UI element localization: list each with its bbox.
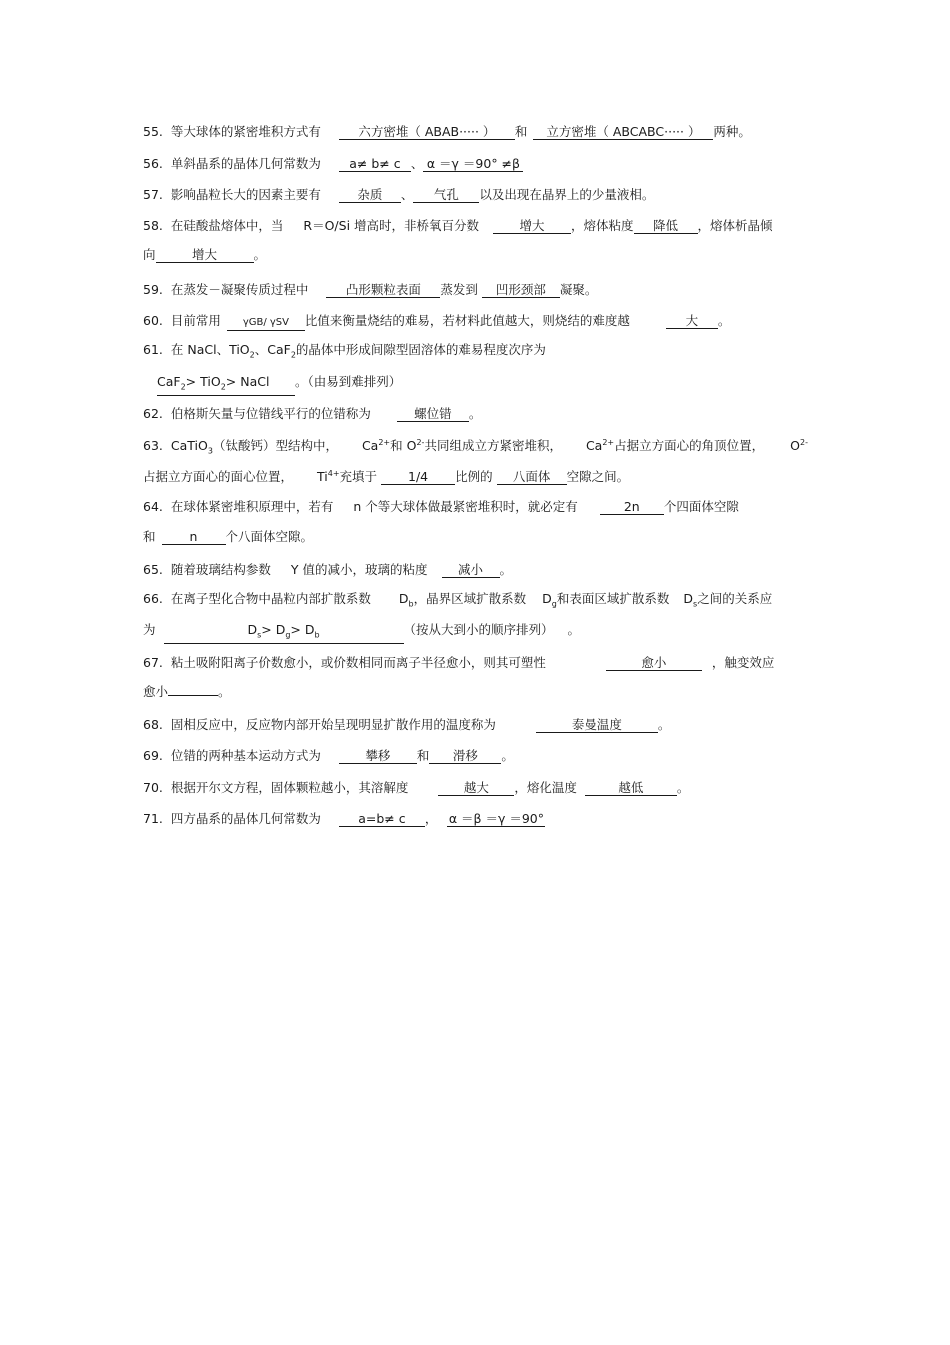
- question-text: 比值来衡量烧结的难易，若材料此值越大，则烧结的难度越: [304, 313, 630, 328]
- question-text: ，熔化温度: [514, 780, 577, 795]
- question-text: ，: [424, 811, 438, 826]
- question-text: 两种。: [713, 124, 751, 139]
- question-number: 58.: [143, 218, 163, 233]
- answer-blank: γGB/ γSV: [227, 315, 305, 331]
- question-text: 向: [143, 247, 156, 262]
- question-text: Ca: [585, 438, 603, 454]
- question-text: 单斜晶系的晶体几何常数为: [170, 156, 321, 171]
- question-text: 占据立方面心的角顶位置，: [614, 438, 765, 454]
- answer-blank: 增大: [156, 247, 254, 263]
- subscript: g: [285, 630, 291, 640]
- question-text: 和: [143, 529, 156, 544]
- question-text: 位错的两种基本运动方式为: [170, 748, 321, 763]
- question-58-cont: [143, 247, 266, 263]
- question-text: D: [542, 591, 552, 606]
- question-text: 在蒸发－凝聚传质过程中: [170, 282, 309, 297]
- answer-part: > TiO: [185, 374, 221, 389]
- question-text: 随着玻璃结构参数: [170, 562, 271, 577]
- question-text: 蒸发到: [440, 282, 478, 297]
- question-text: 粘土吸附阳离子价数愈小，或价数相同而离子半径愈小，则其可塑性: [170, 655, 546, 670]
- answer-blank: a≠ b≠ c: [339, 156, 411, 172]
- question-text: 四方晶系的晶体几何常数为: [170, 811, 321, 826]
- superscript: 2-: [416, 438, 425, 447]
- question-number: 55.: [143, 124, 163, 139]
- question-number: 56.: [143, 156, 163, 171]
- answer-blank: 攀移: [339, 748, 417, 764]
- answer-part: CaF: [157, 374, 181, 389]
- question-number: 59.: [143, 282, 163, 297]
- subscript: 2: [180, 382, 186, 392]
- question-text: 充填于: [339, 469, 378, 485]
- question-text: 。: [657, 717, 671, 732]
- question-text: 固相反应中，反应物内部开始呈现明显扩散作用的温度称为: [170, 717, 496, 732]
- question-text: 的晶体中形成间隙型固溶体的难易程度次序为: [295, 342, 546, 357]
- question-text: ，触变效应: [711, 655, 775, 670]
- question-text: D: [398, 591, 409, 606]
- question-text: 个四面体空隙: [663, 499, 739, 514]
- answer-blank: 降低: [634, 218, 698, 234]
- answer-blank: 凹形颈部: [482, 282, 560, 298]
- answer-blank: 八面体: [497, 469, 567, 485]
- question-60: [143, 313, 730, 331]
- question-67: [143, 655, 774, 671]
- question-64: [143, 499, 739, 515]
- answer-part: > D: [290, 622, 315, 637]
- answer-blank: [157, 374, 295, 396]
- question-text: 和表面区域扩散系数: [556, 591, 670, 606]
- question-text: 。: [717, 313, 731, 328]
- subscript: 3: [207, 446, 213, 456]
- question-67-cont: [143, 684, 231, 700]
- question-text: 为: [143, 622, 156, 637]
- question-text: ，熔体析晶倾: [697, 218, 773, 233]
- question-text: 在硅酸盐熔体中，当: [170, 218, 284, 233]
- subscript: b: [314, 630, 320, 640]
- question-text: n 个等大球体做最紧密堆积时，就必定有: [353, 499, 578, 514]
- question-text: 在 NaCl、TiO: [170, 342, 250, 357]
- answer-part: D: [247, 622, 258, 637]
- question-number: 64.: [143, 499, 163, 514]
- question-text: D: [683, 591, 694, 606]
- question-text: 。: [499, 562, 513, 577]
- question-text: 愈小: [143, 684, 169, 699]
- question-65: [143, 562, 512, 578]
- question-text: 凝聚。: [559, 282, 598, 297]
- question-text: 以及出现在晶界上的少量液相。: [479, 187, 655, 202]
- answer-blank: 增大: [493, 218, 571, 234]
- question-70: [143, 780, 689, 796]
- question-number: 61.: [143, 342, 163, 357]
- question-61: [143, 342, 546, 364]
- answer-blank: 凸形颗粒表面: [326, 282, 440, 298]
- question-71: [143, 811, 545, 827]
- question-68: [143, 717, 670, 733]
- answer-blank: 愈小: [606, 655, 702, 671]
- question-text: 。: [253, 247, 267, 262]
- answer-blank: 越大: [438, 780, 514, 796]
- answer-blank: 滑移: [429, 748, 501, 764]
- question-text: 共同组成立方紧密堆积，: [424, 438, 562, 454]
- question-66-cont: [143, 622, 580, 644]
- question-text: 之间的关系应: [697, 591, 773, 606]
- answer-blank: 1/4: [381, 469, 455, 485]
- question-text: 影响晶粒长大的因素主要有: [170, 187, 321, 202]
- question-text: 和: [416, 748, 430, 763]
- question-text: 。: [218, 684, 231, 699]
- question-text: （钛酸钙）型结构中，: [212, 438, 338, 454]
- question-57: [143, 187, 654, 203]
- answer-part: > D: [261, 622, 286, 637]
- subscript: 2: [290, 350, 296, 360]
- answer-blank: n: [162, 529, 226, 545]
- question-text: 空隙之间。: [566, 469, 630, 485]
- answer-blank: 减小: [442, 562, 500, 578]
- question-text: Y 值的减小，玻璃的粘度: [290, 562, 428, 577]
- question-number: 60.: [143, 313, 163, 328]
- question-66: [143, 591, 772, 613]
- question-number: 65.: [143, 562, 163, 577]
- answer-blank: 六方密堆（ ABAB····· ）: [339, 124, 515, 140]
- superscript: 4+: [327, 469, 340, 478]
- question-number: 69.: [143, 748, 163, 763]
- question-text: 在球体紧密堆积原理中，若有: [170, 499, 334, 514]
- question-number: 57.: [143, 187, 163, 202]
- question-text: 等大球体的紧密堆积方式有: [170, 124, 321, 139]
- subscript: s: [693, 599, 698, 609]
- question-text: 和 O: [390, 438, 417, 454]
- question-number: 63.: [143, 438, 163, 454]
- answer-blank: 大: [666, 313, 718, 329]
- question-63-cont: [143, 466, 629, 485]
- question-text: 和: [514, 124, 528, 139]
- answer-blank: α ＝γ ＝90° ≠β: [423, 156, 523, 172]
- question-text: 、: [410, 156, 424, 171]
- answer-blank: a=b≠ c: [339, 811, 425, 827]
- question-number: 62.: [143, 406, 163, 421]
- question-text: 。（由易到难排列）: [295, 374, 402, 389]
- answer-blank: 气孔: [413, 187, 479, 203]
- subscript: g: [551, 599, 557, 609]
- question-58: [143, 218, 773, 234]
- superscript: 2+: [378, 438, 391, 447]
- answer-blank: α ＝β ＝γ ＝90°: [448, 811, 545, 826]
- question-64-cont: [143, 529, 313, 545]
- subscript: 2: [249, 350, 255, 360]
- question-number: 67.: [143, 655, 163, 670]
- question-text: 。: [676, 780, 690, 795]
- question-number: 66.: [143, 591, 163, 606]
- question-text: 伯格斯矢量与位错线平行的位错称为: [170, 406, 371, 421]
- question-text: 。: [501, 748, 514, 763]
- superscript: 2-: [800, 438, 808, 447]
- question-text: O: [790, 438, 800, 454]
- question-text: 比例的: [455, 469, 493, 485]
- question-text: 。: [468, 406, 482, 421]
- answer-blank: 螺位错: [397, 406, 469, 422]
- question-text: CaTiO: [170, 438, 208, 454]
- question-text: 、CaF: [254, 342, 291, 357]
- question-text: 目前常用: [170, 313, 221, 328]
- question-63: [143, 435, 808, 460]
- question-text: R＝O/Si 增高时，非桥氧百分数: [303, 218, 480, 233]
- subscript: b: [408, 599, 414, 609]
- question-text: ，晶界区域扩散系数: [413, 591, 527, 606]
- question-text: 个八面体空隙。: [225, 529, 314, 544]
- question-text: 在离子型化合物中晶粒内部扩散系数: [170, 591, 371, 606]
- question-number: 68.: [143, 717, 163, 732]
- answer-blank: 立方密堆（ ABCABC····· ）: [533, 124, 713, 140]
- subscript: s: [257, 630, 262, 640]
- answer-blank: 2n: [600, 499, 664, 515]
- question-55: [143, 124, 751, 140]
- question-number: 70.: [143, 780, 163, 795]
- question-59: [143, 282, 597, 298]
- answer-blank: [168, 695, 218, 696]
- answer-blank: [164, 622, 404, 644]
- question-text: ，熔体粘度: [571, 218, 634, 233]
- question-number: 71.: [143, 811, 163, 826]
- question-56: [143, 156, 523, 172]
- answer-part: > NaCl: [225, 374, 270, 389]
- question-text: 。: [567, 622, 581, 637]
- answer-blank: 越低: [585, 780, 677, 796]
- question-text: （按从大到小的顺序排列）: [403, 622, 554, 637]
- question-text: 根据开尔文方程，固体颗粒越小，其溶解度: [170, 780, 409, 795]
- question-text: 占据立方面心的面心位置，: [143, 469, 294, 485]
- answer-blank: 泰曼温度: [536, 717, 658, 733]
- superscript: 2+: [602, 438, 615, 447]
- question-62: [143, 406, 481, 422]
- question-61-cont: [157, 374, 401, 396]
- question-text: 、: [400, 187, 414, 202]
- answer-blank: 杂质: [339, 187, 401, 203]
- question-text: Ti: [317, 469, 328, 485]
- question-69: [143, 748, 514, 764]
- question-text: Ca: [361, 438, 379, 454]
- subscript: 2: [220, 382, 226, 392]
